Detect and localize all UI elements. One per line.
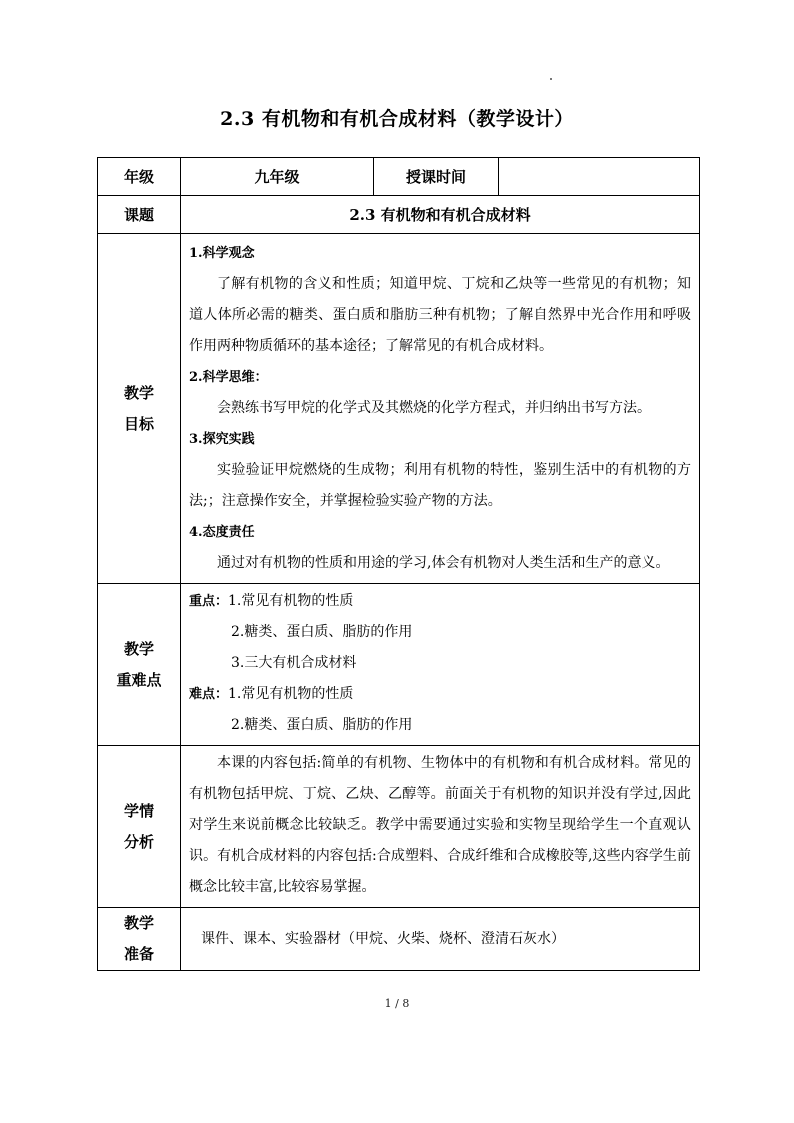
lesson-plan-table (97, 157, 700, 971)
keypoints-label-line-1: 教学 (123, 639, 154, 658)
objective-text-4: 通过对有机物的性质和用途的学习,体会有机物对人类生活和生产的意义。 (217, 555, 670, 571)
objective-heading-4: 4.态度责任 (189, 525, 255, 540)
analysis-label-line-1: 学情 (123, 801, 154, 820)
difficulty-label: 难点： (189, 687, 229, 702)
page-number: 1 / 8 (384, 997, 410, 1010)
topic-label: 课题 (98, 196, 181, 234)
preparation-label-line-2: 准备 (123, 945, 154, 963)
objective-heading-2: 2.科学思维： (189, 370, 268, 385)
objectives-label (98, 234, 181, 584)
document-title: 2.3 有机物和有机合成材料（教学设计） (220, 108, 574, 130)
objective-text-1: 了解有机物的含义和性质；知道甲烷、丁烷和乙炔等一些常见的有机物；知道人体所必需的糖类、蛋白质和脂肪三种有机物；了解自然界中光合作用和呼吸作用两种物质循环的基本途径；了解常见的有机合成材料。 (189, 276, 691, 354)
objectives-label-line-1: 教学 (123, 383, 154, 402)
objective-text-2: 会熟练书写甲烷的化学式及其燃烧的化学方程式，并归纳出书写方法。 (217, 400, 651, 416)
objective-heading-1: 1.科学观念 (189, 246, 255, 261)
time-label: 授课时间 (374, 158, 499, 196)
objectives-label-line-2: 目标 (123, 414, 154, 433)
difficulty-item-1: 1.常见有机物的性质 (228, 686, 354, 702)
difficulty-line-1 (189, 679, 691, 710)
topic-row (98, 196, 700, 234)
keypoints-content (181, 584, 700, 746)
focus-line-1 (189, 586, 691, 617)
focus-item-1: 1.常见有机物的性质 (228, 593, 354, 609)
analysis-label (98, 746, 181, 908)
preparation-text: 课件、课本、实验器材（甲烷、火柴、烧杯、澄清石灰水） (201, 930, 565, 947)
analysis-row (98, 746, 700, 908)
objective-heading-3: 3.探究实践 (189, 432, 255, 447)
objectives-content (181, 234, 700, 584)
difficulty-item-2: 2.糖类、蛋白质、脂肪的作用 (231, 717, 413, 733)
analysis-label-line-2: 分析 (123, 832, 154, 851)
header-row (98, 158, 700, 196)
focus-label: 重点： (189, 594, 229, 609)
keypoints-row (98, 584, 700, 746)
focus-item-2: 2.糖类、蛋白质、脂肪的作用 (231, 624, 413, 640)
preparation-content (181, 908, 700, 971)
scan-dot (550, 78, 552, 80)
keypoints-label-line-2: 重难点 (116, 670, 162, 689)
preparation-label (98, 908, 181, 971)
objective-text-3: 实验验证甲烷燃烧的生成物；利用有机物的特性，鉴别生活中的有机物的方法;；注意操作安全，并掌握检验实验产物的方法。 (189, 462, 691, 509)
preparation-row (98, 908, 700, 971)
keypoints-label (98, 584, 181, 746)
focus-item-3: 3.三大有机合成材料 (231, 655, 357, 671)
grade-value: 九年级 (181, 158, 374, 196)
objectives-row (98, 234, 700, 584)
grade-label: 年级 (98, 158, 181, 196)
preparation-label-line-1: 教学 (123, 914, 154, 932)
analysis-content (181, 746, 700, 908)
analysis-text: 本课的内容包括:简单的有机物、生物体中的有机物和有机合成材料。常见的有机物包括甲烷、丁烷、乙炔、乙醇等。前面关于有机物的知识并没有学过,因此对学生来说前概念比较缺乏。教学中需要通过实验和实物呈现给学生一个直观认识。有机合成材料的内容包括:合成塑料、合成纤维和合成橡胶等,这些内容学生前概念比较丰富,比较容易掌握。 (189, 755, 691, 895)
topic-value: 2.3 有机物和有机合成材料 (181, 196, 700, 234)
time-value (499, 158, 700, 196)
